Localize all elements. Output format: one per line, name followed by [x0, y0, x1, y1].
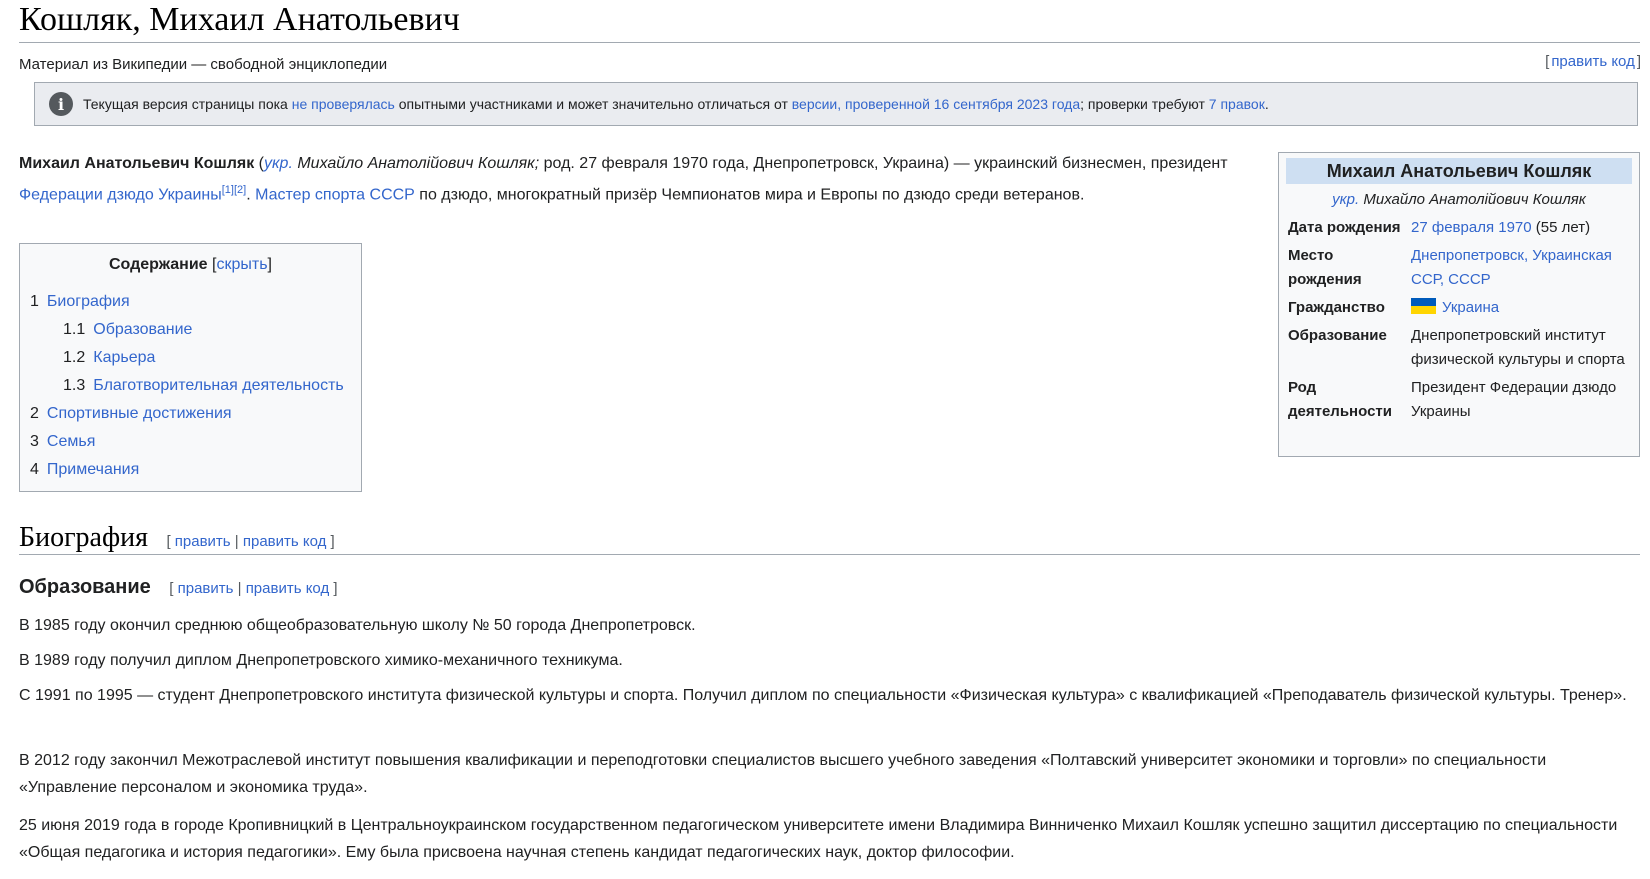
citizenship-link[interactable]: Украина [1442, 299, 1500, 316]
intro-rest: по дзюдо, многократный призёр Чемпионатов мира и Европы по дзюдо среди ветеранов. [414, 186, 1085, 204]
notice-link-reviewed-version[interactable]: версии, проверенной 16 сентября 2023 года [791, 96, 1081, 112]
edit-code-link[interactable]: править код [245, 580, 330, 597]
intro-ukr-link[interactable]: укр. [264, 155, 293, 172]
notice-link-edits[interactable]: 7 правок [1208, 96, 1265, 112]
edit-code-link[interactable]: править код [1551, 53, 1635, 70]
section-edit-links: [ править | править код ] [169, 580, 338, 597]
intro-federation-link[interactable]: Федерации дзюдо Украины [19, 186, 222, 204]
edit-link[interactable]: править [177, 580, 234, 597]
infobox-row-birthplace [1279, 244, 1639, 292]
toc-num: 2 [30, 405, 39, 422]
intro-dot: . [246, 186, 256, 204]
toc-link[interactable]: Образование [93, 321, 193, 338]
info-icon: i [49, 92, 73, 116]
infobox-value: Днепропетровский институт физической культуры и спорта [1411, 327, 1625, 368]
table-of-contents [19, 243, 362, 492]
heading-text: Биография [19, 522, 148, 553]
toc-item[interactable] [20, 428, 361, 456]
infobox-value [1411, 296, 1630, 320]
infobox-label: Гражданство [1288, 299, 1385, 316]
infobox-row-education [1279, 324, 1639, 372]
heading-text: Образование [19, 576, 151, 598]
page-title: Кошляк, Михаил Анатольевич [19, 1, 460, 38]
birthdate-link[interactable]: 27 февраля 1970 [1411, 219, 1532, 236]
infobox-value [1411, 244, 1630, 292]
paragraph: В 2012 году закончил Межотраслевой институт повышения квалификации и переподготовки специалистов высшего учебного заведения «Полтавский университет экономики и торговли» по специальности «Управление персоналом и экономика труда». [19, 752, 1547, 796]
intro-ukr-name: Михайло Анатолійович Кошляк; [292, 155, 540, 172]
toc-link[interactable]: Спортивные достижения [46, 405, 232, 422]
ukraine-flag-icon [1411, 298, 1436, 314]
infobox-row-citizenship [1279, 296, 1639, 320]
notice-text-2: опытными участниками и может значительно отличаться от [394, 96, 792, 112]
intro-born: род. 27 февраля 1970 года, Днепропетровск, Украина) — украинский бизнесмен, президент [539, 155, 1228, 172]
infobox-ukr-link[interactable]: укр. [1332, 191, 1360, 208]
toc-item[interactable] [20, 372, 361, 400]
infobox-label: Образование [1288, 327, 1387, 344]
toc-link[interactable]: Карьера [93, 349, 156, 366]
infobox-label: Род деятельности [1288, 379, 1392, 420]
paragraph: С 1991 по 1995 — студент Днепропетровского института физической культуры и спорта. Получил диплом по специальности «Физическая культура» с квалификацией «Преподаватель физической культуры. Тренер». [19, 687, 1627, 704]
edit-code-link[interactable]: править код [242, 533, 327, 550]
review-notice [34, 82, 1638, 126]
toc-link[interactable]: Благотворительная деятельность [93, 377, 344, 394]
toc-num: 1.1 [63, 321, 86, 338]
toc-heading: Содержание [109, 256, 208, 273]
toc-item[interactable] [20, 288, 361, 316]
toc-num: 1.3 [63, 377, 86, 394]
toc-item[interactable] [20, 400, 361, 428]
notice-text-4: . [1264, 96, 1269, 112]
notice-text [83, 96, 1269, 112]
toc-list [20, 288, 361, 484]
infobox-row-occupation [1279, 376, 1639, 424]
edit-code-top: [ править код ] [1545, 53, 1641, 70]
toc-hide-link[interactable]: скрыть [216, 256, 268, 273]
toc-num: 3 [30, 433, 39, 450]
infobox-title: Михаил Анатольевич Кошляк [1286, 158, 1632, 184]
tagline: Материал из Википедии — свободной энциклопедии [19, 56, 388, 73]
section-heading-biography [19, 522, 1640, 555]
paragraph: 25 июня 2019 года в городе Кропивницкий в Центральноукраинском государственном педагогическом университете имени Владимира Винниченко Михаил Кошляк успешно защитил диссертацию по специальности «Общая педагогика и история педагогики». Ему была присвоена научная степень кандидат педагогических наук, доктор философии. [19, 817, 1618, 861]
notice-text-3: ; проверки требуют [1080, 96, 1209, 112]
toc-link[interactable]: Биография [46, 293, 130, 310]
toc-item[interactable] [20, 344, 361, 372]
toc-item[interactable] [20, 316, 361, 344]
infobox-subtitle [1279, 188, 1639, 212]
infobox-label: Место рождения [1288, 247, 1362, 288]
infobox-ukr-name: Михайло Анатолійович Кошляк [1359, 191, 1586, 208]
section-edit-links: [ править | править код ] [166, 533, 335, 550]
paragraph: В 1985 году окончил среднюю общеобразовательную школу № 50 города Днепропетровск. [19, 617, 696, 634]
title-bar [19, 0, 1640, 43]
toc-num: 1.2 [63, 349, 86, 366]
intro-paragraph [19, 150, 1259, 208]
infobox-row-birthdate [1279, 216, 1639, 240]
intro-name: Михаил Анатольевич Кошляк [19, 155, 255, 172]
section-heading-education [19, 576, 338, 604]
notice-text-1: Текущая версия страницы пока [83, 96, 292, 112]
toc-num: 4 [30, 461, 39, 478]
toc-link[interactable]: Семья [46, 433, 96, 450]
edit-link[interactable]: править [174, 533, 231, 550]
age-text: (55 лет) [1531, 219, 1591, 236]
intro-ref-1[interactable]: [1] [221, 184, 234, 196]
infobox [1278, 152, 1640, 457]
birthplace-link[interactable]: Днепропетровск, Украинская ССР, СССР [1411, 247, 1612, 288]
paragraph: В 1989 году получил диплом Днепропетровского химико-механичного техникума. [19, 652, 623, 669]
notice-link-unreviewed[interactable]: не проверялась [291, 96, 395, 112]
toc-item[interactable] [20, 456, 361, 484]
toc-link[interactable]: Примечания [46, 461, 140, 478]
intro-ref-2[interactable]: [2] [233, 184, 247, 196]
infobox-value [1411, 216, 1630, 240]
infobox-label: Дата рождения [1288, 219, 1401, 236]
intro-master-link[interactable]: Мастер спорта СССР [255, 186, 415, 204]
toc-title: Содержание [скрыть] [109, 256, 272, 273]
intro-paren: ( [254, 155, 264, 172]
toc-num: 1 [30, 293, 39, 310]
infobox-value: Президент Федерации дзюдо Украины [1411, 379, 1617, 420]
